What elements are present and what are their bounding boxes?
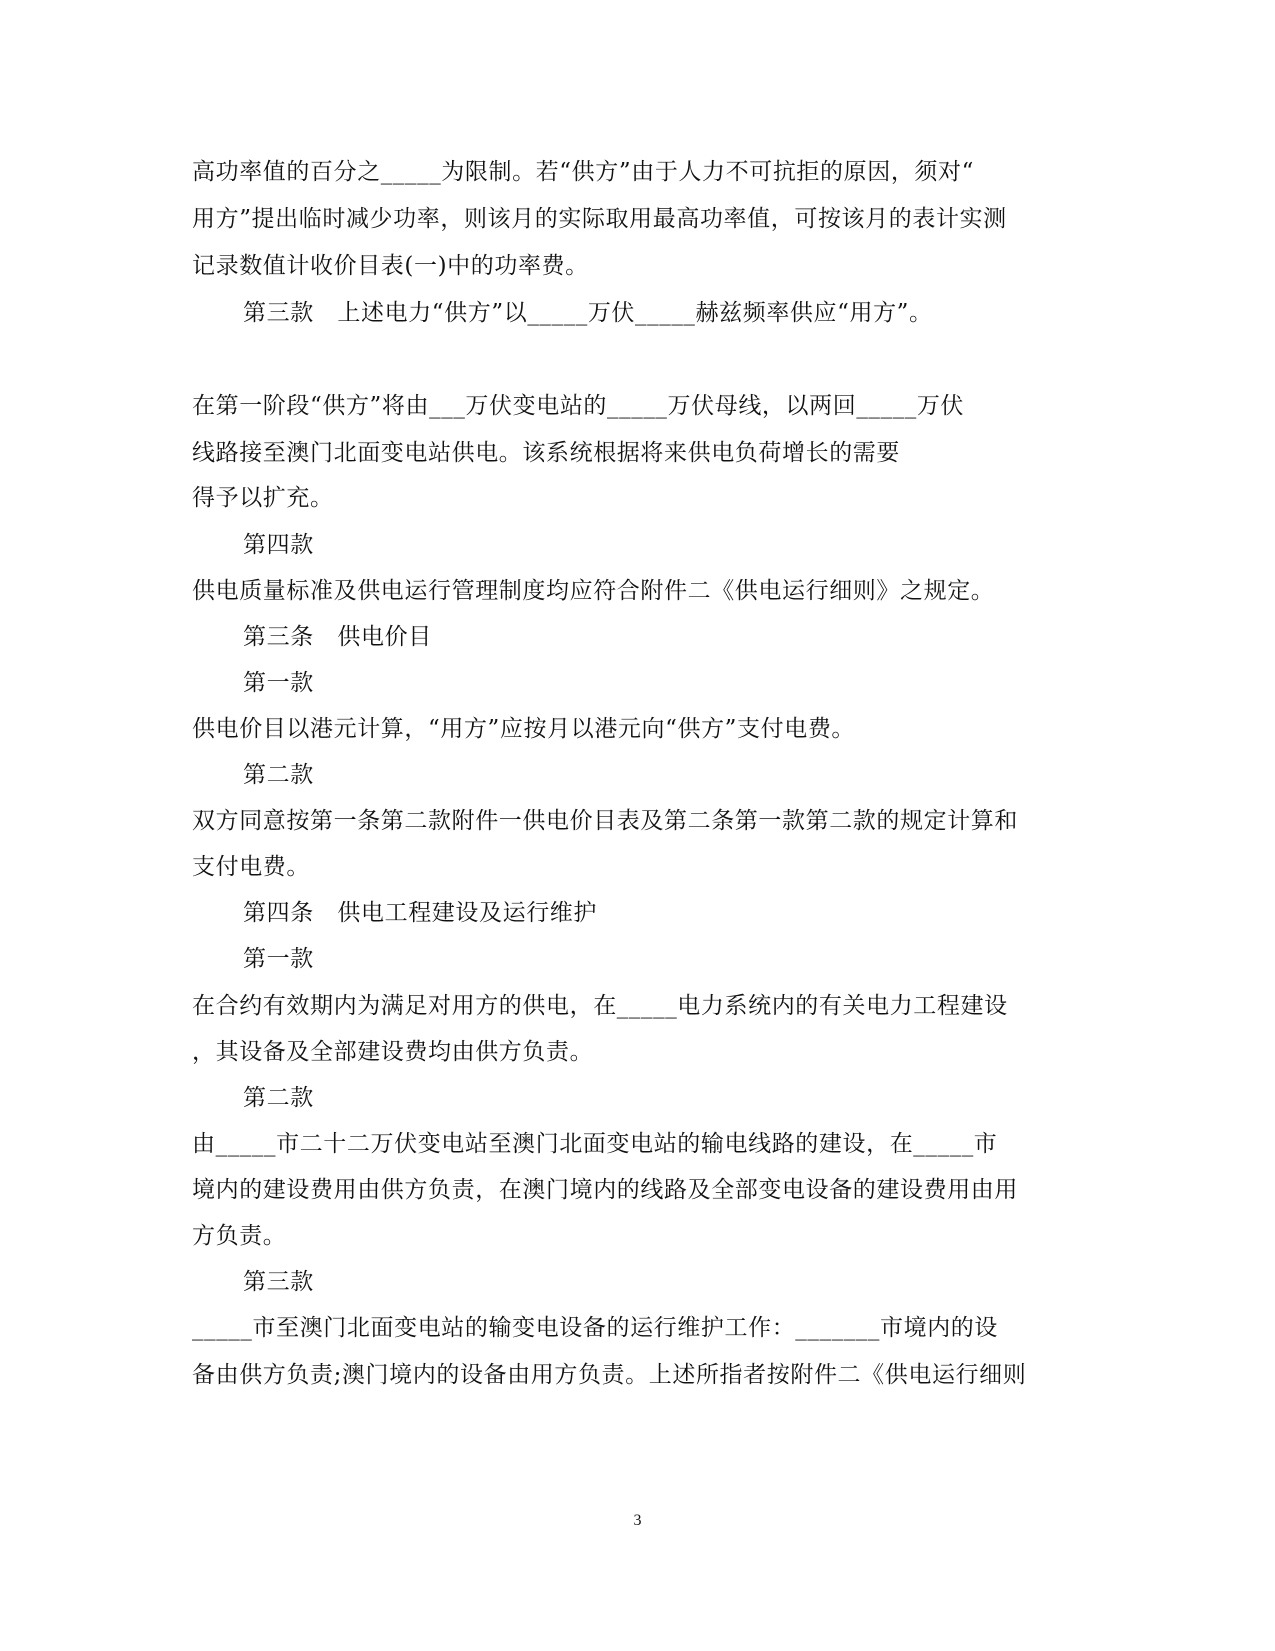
article-heading: 第三条 供电价目 [243, 624, 432, 650]
clause-heading: 第四款 [243, 532, 314, 558]
paragraph-line: 记录数值计收价目表(一)中的功率费。 [192, 253, 589, 279]
paragraph-line: ，其设备及全部建设费均由供方负责。 [192, 1039, 594, 1065]
paragraph-line: 双方同意按第一条第二款附件一供电价目表及第二条第一款第二款的规定计算和 [192, 808, 1018, 834]
clause-heading: 第三款 [243, 1269, 314, 1295]
clause-heading: 第二款 [243, 762, 314, 788]
paragraph-line: 在第一阶段“供方”将由___万伏变电站的_____万伏母线，以两回_____万伏 [192, 393, 965, 419]
paragraph-line: 供电质量标准及供电运行管理制度均应符合附件二《供电运行细则》之规定。 [192, 578, 995, 604]
paragraph-line: 境内的建设费用由供方负责，在澳门境内的线路及全部变电设备的建设费用由用 [192, 1177, 1018, 1203]
paragraph-line: 支付电费。 [192, 854, 310, 880]
paragraph-line: 由_____市二十二万伏变电站至澳门北面变电站的输电线路的建设，在_____市 [192, 1131, 998, 1157]
paragraph-line: 用方”提出临时减少功率，则该月的实际取用最高功率值，可按该月的表计实测 [192, 206, 1007, 232]
clause-heading: 第一款 [243, 946, 314, 972]
clause-heading: 第二款 [243, 1085, 314, 1111]
clause-heading: 第一款 [243, 670, 314, 696]
paragraph-line: 在合约有效期内为满足对用方的供电，在_____电力系统内的有关电力工程建设 [192, 993, 1008, 1019]
page-number: 3 [633, 1512, 642, 1529]
article-heading: 第四条 供电工程建设及运行维护 [243, 900, 597, 926]
paragraph-line: 备由供方负责;澳门境内的设备由用方负责。上述所指者按附件二《供电运行细则 [192, 1362, 1027, 1388]
paragraph-line: 方负责。 [192, 1223, 287, 1249]
paragraph-line: 得予以扩充。 [192, 485, 334, 511]
clause-heading: 第三款 上述电力“供方”以_____万伏_____赫兹频率供应“用方”。 [243, 300, 933, 326]
paragraph-line: _____市至澳门北面变电站的输变电设备的运行维护工作：_______市境内的设 [192, 1315, 998, 1341]
paragraph-line: 供电价目以港元计算，“用方”应按月以港元向“供方”支付电费。 [192, 716, 856, 742]
paragraph-line: 线路接至澳门北面变电站供电。该系统根据将来供电负荷增长的需要 [192, 440, 900, 466]
paragraph-line: 高功率值的百分之_____为限制。若“供方”由于人力不可抗拒的原因，须对“ [192, 159, 974, 185]
